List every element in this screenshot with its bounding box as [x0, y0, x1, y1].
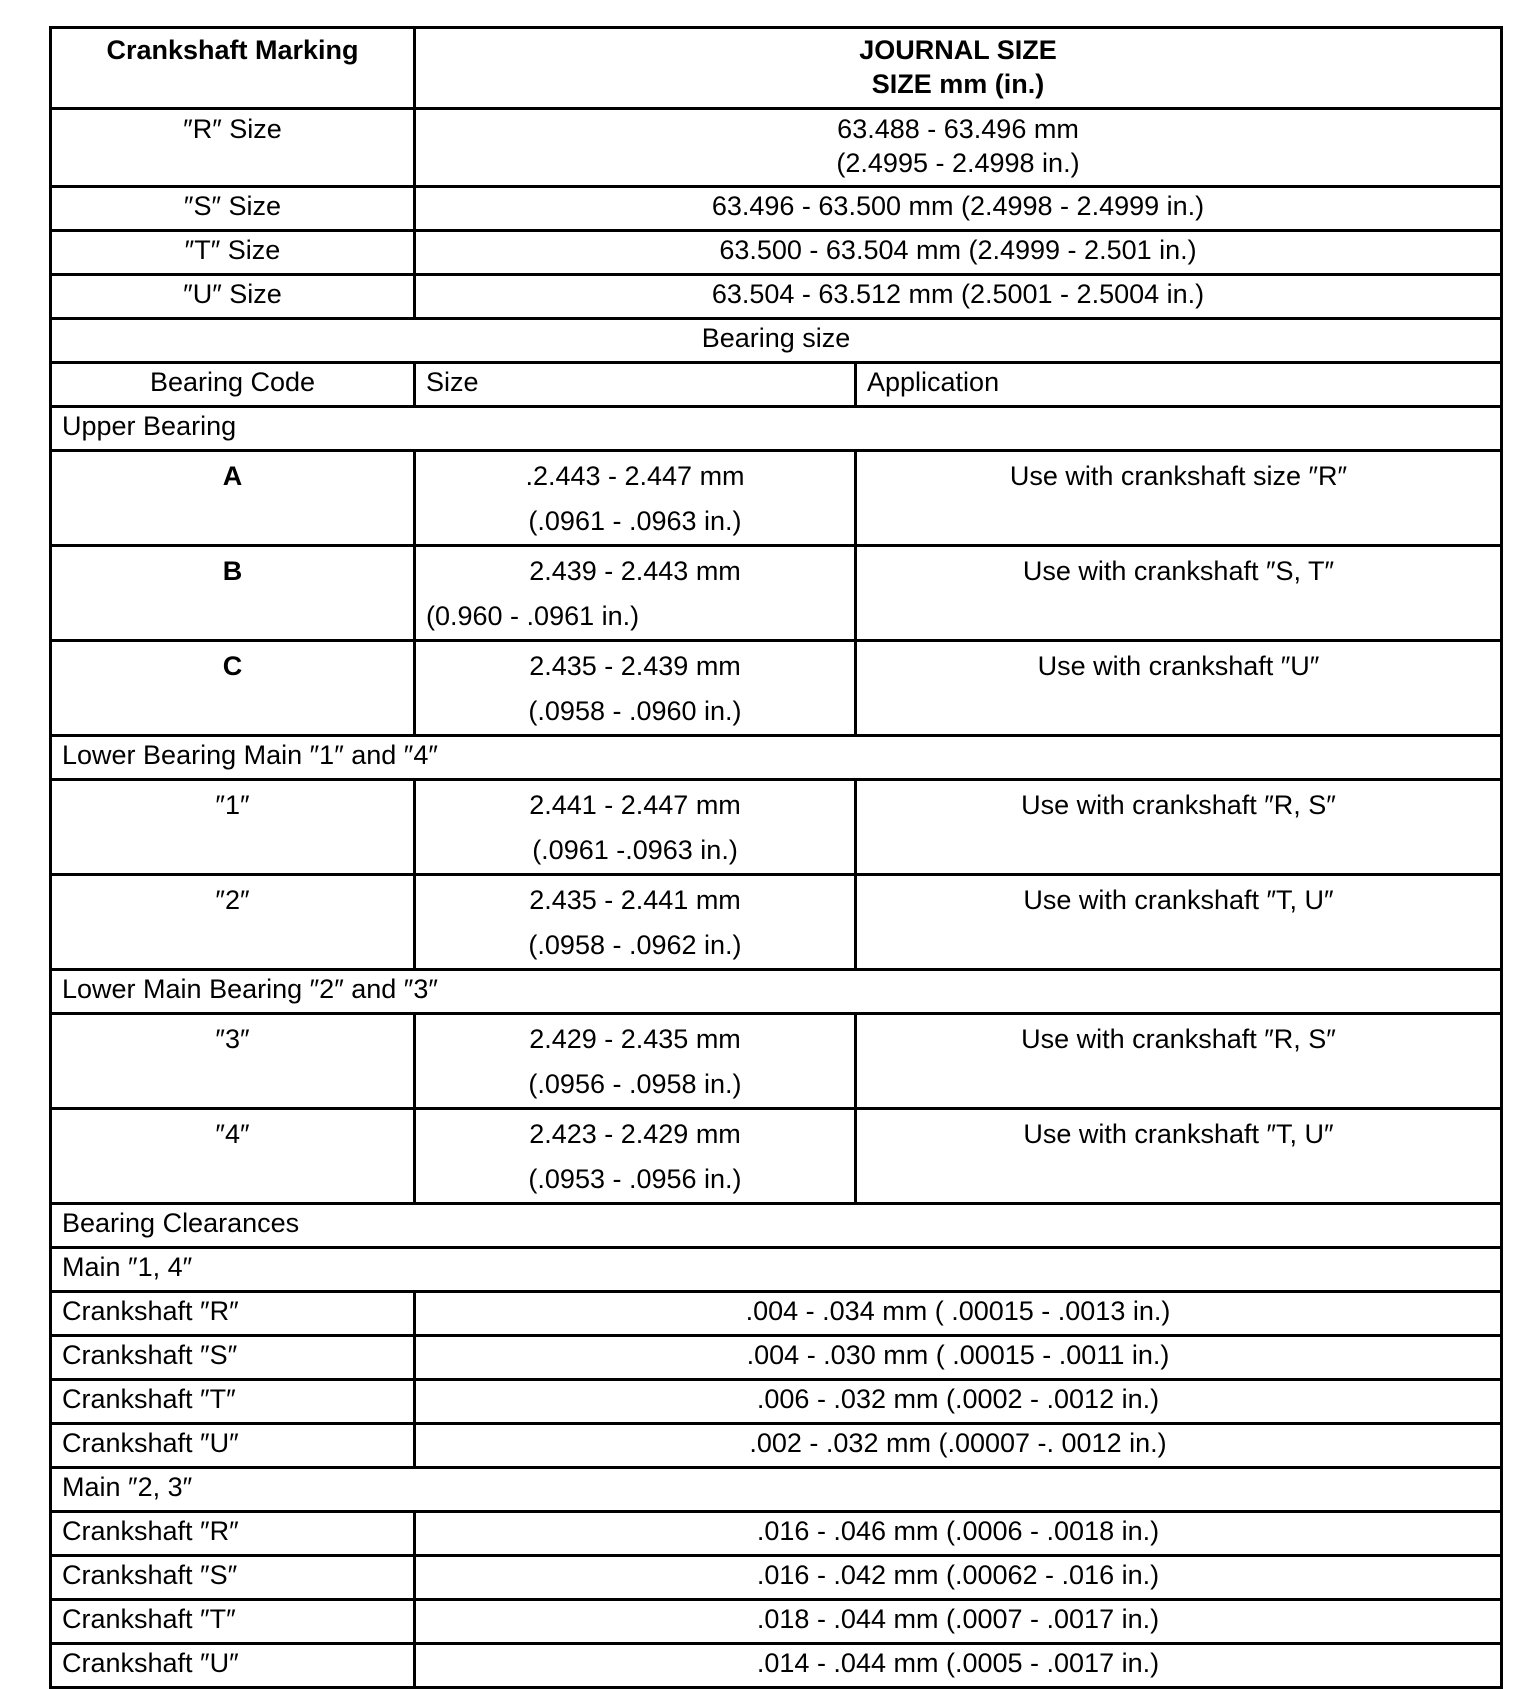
- clearance-value: .016 - .042 mm (.00062 - .016 in.): [415, 1556, 1502, 1600]
- bearing-size-in: (.0953 - .0956 in.): [528, 1164, 742, 1194]
- bearing-size: [415, 546, 856, 641]
- bearing-code: ″1″: [51, 780, 415, 875]
- journal-size: 63.504 - 63.512 mm (2.5001 - 2.5004 in.): [415, 275, 1502, 319]
- clearance-row: [51, 1424, 1502, 1468]
- lower-bearing-2-3-title: Lower Main Bearing ″2″ and ″3″: [51, 970, 1502, 1014]
- bearing-application: Use with crankshaft ″S, T″: [856, 546, 1502, 641]
- bearing-application: Use with crankshaft ″R, S″: [856, 1014, 1502, 1109]
- journal-size: 63.500 - 63.504 mm (2.4999 - 2.501 in.): [415, 231, 1502, 275]
- bearing-size-mm: 2.429 - 2.435 mm: [529, 1024, 741, 1054]
- bearing-size-in: (.0956 - .0958 in.): [528, 1069, 742, 1099]
- bearing-size-in: (0.960 - .0961 in.): [426, 601, 640, 631]
- clearance-value: .004 - .030 mm ( .00015 - .0011 in.): [415, 1336, 1502, 1380]
- journal-size-row: [51, 275, 1502, 319]
- bearing-size: [415, 780, 856, 875]
- bearing-size-in: (.0961 - .0963 in.): [528, 506, 742, 536]
- bearing-size-mm: 2.423 - 2.429 mm: [529, 1119, 741, 1149]
- upper-bearing-title: Upper Bearing: [51, 407, 1502, 451]
- bearing-application: Use with crankshaft size ″R″: [856, 451, 1502, 546]
- clearance-crankshaft: Crankshaft ″T″: [51, 1600, 415, 1644]
- clearance-crankshaft: Crankshaft ″S″: [51, 1556, 415, 1600]
- bearing-size-in: (.0961 -.0963 in.): [532, 835, 738, 865]
- bearing-size-mm: 2.435 - 2.441 mm: [529, 885, 741, 915]
- bearing-size-in: (.0958 - .0962 in.): [528, 930, 742, 960]
- clearance-value: .006 - .032 mm (.0002 - .0012 in.): [415, 1380, 1502, 1424]
- bearing-application: Use with crankshaft ″R, S″: [856, 780, 1502, 875]
- section-title-row: [51, 1204, 1502, 1248]
- header-journal-size: [415, 28, 1502, 109]
- bearing-row: [51, 546, 1502, 641]
- lower-bearing-1-4-title: Lower Bearing Main ″1″ and ″4″: [51, 736, 1502, 780]
- journal-marking: ″S″ Size: [51, 187, 415, 231]
- bearing-size: [415, 641, 856, 736]
- bearing-code-header: Bearing Code: [51, 363, 415, 407]
- journal-marking: ″T″ Size: [51, 231, 415, 275]
- clearance-crankshaft: Crankshaft ″R″: [51, 1292, 415, 1336]
- clearance-crankshaft: Crankshaft ″T″: [51, 1380, 415, 1424]
- journal-size-row: [51, 231, 1502, 275]
- bearing-size: [415, 1014, 856, 1109]
- bearing-row: [51, 875, 1502, 970]
- clearance-row: [51, 1644, 1502, 1688]
- clearance-value: .018 - .044 mm (.0007 - .0017 in.): [415, 1600, 1502, 1644]
- section-title-row: [51, 407, 1502, 451]
- clearance-row: [51, 1292, 1502, 1336]
- bearing-code: ″4″: [51, 1109, 415, 1204]
- header-journal-size-line1: JOURNAL SIZE: [859, 35, 1057, 65]
- journal-size: [415, 109, 1502, 187]
- journal-marking: ″R″ Size: [51, 109, 415, 187]
- bearing-header-row: [51, 363, 1502, 407]
- bearing-size-header: Size: [415, 363, 856, 407]
- header-journal-size-line2: SIZE mm (in.): [871, 69, 1045, 99]
- bearing-application: Use with crankshaft ″T, U″: [856, 875, 1502, 970]
- clearance-value: .004 - .034 mm ( .00015 - .0013 in.): [415, 1292, 1502, 1336]
- bearing-size-mm: .2.443 - 2.447 mm: [525, 461, 745, 491]
- bearing-application: Use with crankshaft ″T, U″: [856, 1109, 1502, 1204]
- main-1-4-title: Main ″1, 4″: [51, 1248, 1502, 1292]
- bearing-clearances-title: Bearing Clearances: [51, 1204, 1502, 1248]
- clearance-row: [51, 1600, 1502, 1644]
- bearing-code: ″2″: [51, 875, 415, 970]
- clearance-crankshaft: Crankshaft ″S″: [51, 1336, 415, 1380]
- section-title-row: [51, 1468, 1502, 1512]
- journal-size-row: [51, 187, 1502, 231]
- clearance-row: [51, 1556, 1502, 1600]
- bearing-size-mm: 2.441 - 2.447 mm: [529, 790, 741, 820]
- bearing-size-title: Bearing size: [51, 319, 1502, 363]
- journal-size-row: [51, 109, 1502, 187]
- section-title-row: [51, 1248, 1502, 1292]
- bearing-code: B: [51, 546, 415, 641]
- section-title-row: [51, 970, 1502, 1014]
- journal-size: 63.496 - 63.500 mm (2.4998 - 2.4999 in.): [415, 187, 1502, 231]
- bearing-size: [415, 875, 856, 970]
- section-title-row: [51, 736, 1502, 780]
- table-header-row: [51, 28, 1502, 109]
- bearing-row: [51, 780, 1502, 875]
- bearing-row: [51, 1014, 1502, 1109]
- bearing-row: [51, 451, 1502, 546]
- clearance-value: .016 - .046 mm (.0006 - .0018 in.): [415, 1512, 1502, 1556]
- journal-marking: ″U″ Size: [51, 275, 415, 319]
- bearing-row: [51, 1109, 1502, 1204]
- clearance-crankshaft: Crankshaft ″R″: [51, 1512, 415, 1556]
- bearing-code: C: [51, 641, 415, 736]
- bearing-code: ″3″: [51, 1014, 415, 1109]
- bearing-size-title-row: [51, 319, 1502, 363]
- bearing-code: A: [51, 451, 415, 546]
- bearing-size: [415, 1109, 856, 1204]
- bearing-size-mm: 2.435 - 2.439 mm: [529, 651, 741, 681]
- bearing-application-header: Application: [856, 363, 1502, 407]
- bearing-row: [51, 641, 1502, 736]
- clearance-crankshaft: Crankshaft ″U″: [51, 1644, 415, 1688]
- journal-size-line1: 63.488 - 63.496 mm: [837, 114, 1079, 144]
- main-2-3-title: Main ″2, 3″: [51, 1468, 1502, 1512]
- clearance-value: .002 - .032 mm (.00007 -. 0012 in.): [415, 1424, 1502, 1468]
- clearance-row: [51, 1336, 1502, 1380]
- bearing-application: Use with crankshaft ″U″: [856, 641, 1502, 736]
- bearing-size-in: (.0958 - .0960 in.): [528, 696, 742, 726]
- journal-size-line2: (2.4995 - 2.4998 in.): [836, 148, 1080, 178]
- bearing-size-mm: 2.439 - 2.443 mm: [529, 556, 741, 586]
- bearing-size: [415, 451, 856, 546]
- header-crankshaft-marking: Crankshaft Marking: [51, 28, 415, 109]
- clearance-row: [51, 1380, 1502, 1424]
- bearing-spec-table: [49, 26, 1503, 1689]
- clearance-row: [51, 1512, 1502, 1556]
- clearance-value: .014 - .044 mm (.0005 - .0017 in.): [415, 1644, 1502, 1688]
- clearance-crankshaft: Crankshaft ″U″: [51, 1424, 415, 1468]
